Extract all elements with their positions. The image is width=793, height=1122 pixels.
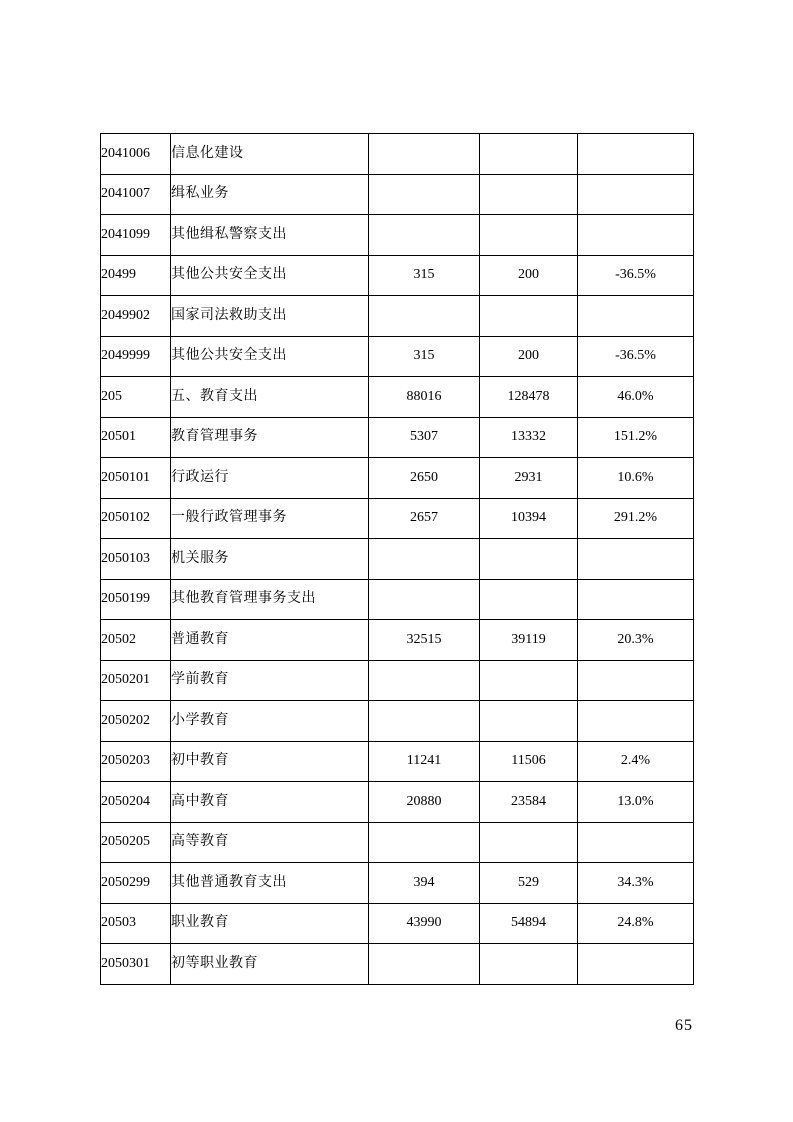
cell-label: 其他普通教育支出 <box>171 863 369 904</box>
cell-change-pct: 13.0% <box>578 782 694 823</box>
cell-change-pct <box>578 296 694 337</box>
table-row <box>101 620 694 661</box>
cell-label: 五、教育支出 <box>171 377 369 418</box>
cell-change-pct: -36.5% <box>578 336 694 377</box>
cell-value-prev <box>369 174 480 215</box>
cell-label: 信息化建设 <box>171 134 369 175</box>
cell-label: 初中教育 <box>171 741 369 782</box>
cell-value-current <box>480 660 578 701</box>
cell-label: 其他公共安全支出 <box>171 255 369 296</box>
table-row <box>101 215 694 256</box>
cell-change-pct <box>578 174 694 215</box>
cell-code: 20501 <box>101 417 171 458</box>
cell-value-prev: 32515 <box>369 620 480 661</box>
cell-value-current <box>480 701 578 742</box>
table-row <box>101 296 694 337</box>
cell-value-current <box>480 944 578 985</box>
budget-table <box>100 133 694 985</box>
cell-change-pct <box>578 134 694 175</box>
cell-label: 一般行政管理事务 <box>171 498 369 539</box>
cell-value-prev <box>369 660 480 701</box>
cell-code: 2050204 <box>101 782 171 823</box>
cell-change-pct <box>578 215 694 256</box>
table-row <box>101 782 694 823</box>
cell-change-pct <box>578 701 694 742</box>
cell-value-current <box>480 215 578 256</box>
table-row <box>101 417 694 458</box>
page-number: 65 <box>675 1017 693 1034</box>
cell-label: 教育管理事务 <box>171 417 369 458</box>
cell-value-prev <box>369 944 480 985</box>
cell-label: 普通教育 <box>171 620 369 661</box>
cell-change-pct: 24.8% <box>578 903 694 944</box>
cell-value-prev: 394 <box>369 863 480 904</box>
cell-value-prev <box>369 701 480 742</box>
cell-code: 20502 <box>101 620 171 661</box>
cell-code: 2050103 <box>101 539 171 580</box>
table-row <box>101 498 694 539</box>
cell-value-current <box>480 296 578 337</box>
cell-code: 2050301 <box>101 944 171 985</box>
table-row <box>101 863 694 904</box>
cell-code: 2050205 <box>101 822 171 863</box>
cell-value-prev: 2657 <box>369 498 480 539</box>
budget-table-body <box>101 134 694 985</box>
cell-value-current: 200 <box>480 255 578 296</box>
cell-change-pct: -36.5% <box>578 255 694 296</box>
cell-value-prev: 315 <box>369 255 480 296</box>
cell-value-current <box>480 539 578 580</box>
cell-code: 20503 <box>101 903 171 944</box>
cell-label: 高中教育 <box>171 782 369 823</box>
cell-label: 行政运行 <box>171 458 369 499</box>
table-row <box>101 903 694 944</box>
table-row <box>101 134 694 175</box>
cell-value-current: 529 <box>480 863 578 904</box>
cell-label: 缉私业务 <box>171 174 369 215</box>
cell-value-prev <box>369 539 480 580</box>
cell-change-pct: 46.0% <box>578 377 694 418</box>
cell-value-current <box>480 822 578 863</box>
cell-value-current: 2931 <box>480 458 578 499</box>
cell-value-prev <box>369 296 480 337</box>
cell-change-pct <box>578 660 694 701</box>
cell-change-pct: 20.3% <box>578 620 694 661</box>
cell-value-prev <box>369 579 480 620</box>
cell-value-prev: 2650 <box>369 458 480 499</box>
cell-label: 其他公共安全支出 <box>171 336 369 377</box>
cell-label: 其他教育管理事务支出 <box>171 579 369 620</box>
cell-label: 职业教育 <box>171 903 369 944</box>
cell-code: 2049999 <box>101 336 171 377</box>
table-row <box>101 822 694 863</box>
cell-code: 2050202 <box>101 701 171 742</box>
cell-change-pct <box>578 539 694 580</box>
cell-value-current: 39119 <box>480 620 578 661</box>
cell-change-pct <box>578 579 694 620</box>
cell-code: 20499 <box>101 255 171 296</box>
cell-label: 小学教育 <box>171 701 369 742</box>
table-row <box>101 539 694 580</box>
cell-value-current <box>480 134 578 175</box>
table-row <box>101 255 694 296</box>
cell-value-current <box>480 174 578 215</box>
cell-value-prev: 88016 <box>369 377 480 418</box>
cell-value-prev <box>369 134 480 175</box>
table-row <box>101 377 694 418</box>
cell-value-current: 200 <box>480 336 578 377</box>
cell-value-current: 13332 <box>480 417 578 458</box>
cell-value-prev: 11241 <box>369 741 480 782</box>
cell-label: 机关服务 <box>171 539 369 580</box>
cell-change-pct: 10.6% <box>578 458 694 499</box>
cell-code: 2050201 <box>101 660 171 701</box>
cell-value-prev: 43990 <box>369 903 480 944</box>
cell-change-pct: 2.4% <box>578 741 694 782</box>
cell-value-current: 54894 <box>480 903 578 944</box>
cell-value-current <box>480 579 578 620</box>
cell-code: 2041006 <box>101 134 171 175</box>
cell-label: 其他缉私警察支出 <box>171 215 369 256</box>
cell-change-pct: 291.2% <box>578 498 694 539</box>
cell-value-current: 23584 <box>480 782 578 823</box>
cell-change-pct <box>578 944 694 985</box>
cell-code: 2050203 <box>101 741 171 782</box>
table-row <box>101 458 694 499</box>
cell-code: 205 <box>101 377 171 418</box>
cell-code: 2041099 <box>101 215 171 256</box>
cell-value-prev: 5307 <box>369 417 480 458</box>
table-row <box>101 579 694 620</box>
cell-code: 2049902 <box>101 296 171 337</box>
cell-change-pct: 151.2% <box>578 417 694 458</box>
cell-value-prev: 315 <box>369 336 480 377</box>
cell-label: 学前教育 <box>171 660 369 701</box>
table-row <box>101 336 694 377</box>
cell-code: 2041007 <box>101 174 171 215</box>
table-row <box>101 660 694 701</box>
cell-value-prev <box>369 822 480 863</box>
cell-code: 2050101 <box>101 458 171 499</box>
table-row <box>101 944 694 985</box>
cell-label: 初等职业教育 <box>171 944 369 985</box>
cell-change-pct: 34.3% <box>578 863 694 904</box>
cell-code: 2050199 <box>101 579 171 620</box>
cell-value-prev <box>369 215 480 256</box>
table-row <box>101 174 694 215</box>
cell-change-pct <box>578 822 694 863</box>
cell-label: 国家司法救助支出 <box>171 296 369 337</box>
cell-value-current: 128478 <box>480 377 578 418</box>
table-row <box>101 741 694 782</box>
cell-code: 2050102 <box>101 498 171 539</box>
cell-code: 2050299 <box>101 863 171 904</box>
cell-value-prev: 20880 <box>369 782 480 823</box>
table-row <box>101 701 694 742</box>
cell-label: 高等教育 <box>171 822 369 863</box>
cell-value-current: 11506 <box>480 741 578 782</box>
cell-value-current: 10394 <box>480 498 578 539</box>
